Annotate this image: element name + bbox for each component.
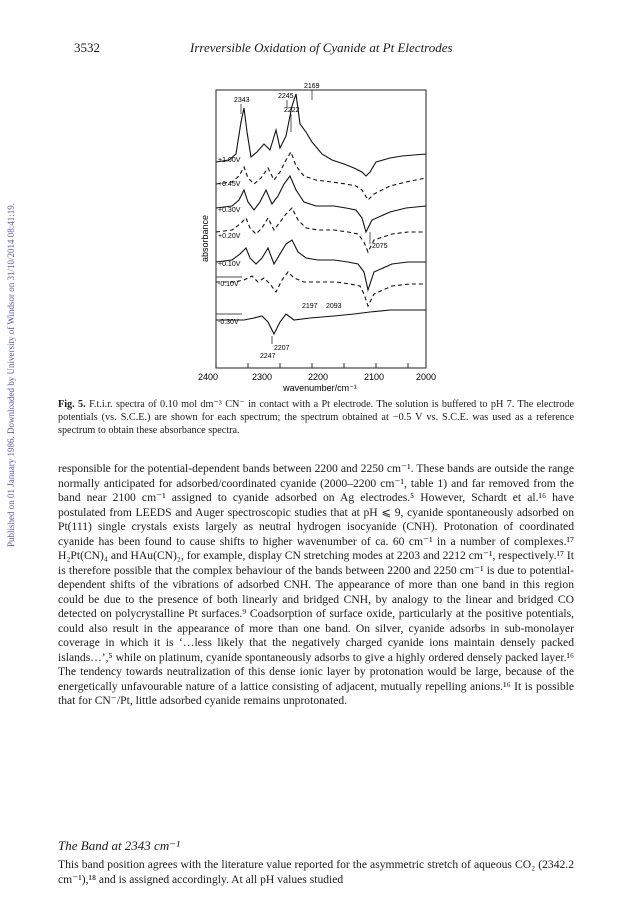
spectrum-plus-1.00V [216, 94, 426, 176]
peak-2197: 2197 [302, 303, 318, 310]
x-tick-2100: 2100 [363, 372, 385, 382]
figure-caption-text: F.t.i.r. spectra of 0.10 mol dm⁻³ CN⁻ in contact with a Pt electrode. The solution is buffered to pH 7. The electrode potentials (vs. S.C.E.) are shown for each spectrum; the spectrum obtained at −0.5 V vs. S.C.E. was used as a reference spectrum to obtain these absorbance spectra. [58, 399, 575, 437]
spectrum-minus-0.30V [216, 310, 426, 334]
peak-2247: 2247 [260, 353, 276, 360]
download-watermark-text: Published on 01 January 1986. Downloaded by University of Windsor on 31/10/2014 08:41:19. [6, 203, 16, 547]
potential-labels [218, 157, 241, 326]
ftir-figure [194, 72, 444, 392]
spectrum-plus-0.10V [216, 240, 426, 290]
peak-2245: 2245 [278, 93, 294, 100]
spectra [216, 94, 426, 334]
peak-2169: 2169 [304, 83, 320, 90]
y-axis-label: absorbance [200, 214, 210, 262]
page-number: 3532 [74, 40, 100, 55]
label-plus-0.30V: +0.30V [218, 207, 241, 214]
running-title: Irreversible Oxidation of Cyanide at Pt Electrodes [190, 40, 453, 55]
x-axis-label: wavenumber/cm⁻¹ [283, 383, 357, 392]
section-heading: The Band at 2343 cm⁻¹ [58, 838, 180, 853]
peak-2075: 2075 [372, 243, 388, 250]
spectrum-plus-0.45V [216, 152, 426, 200]
x-tick-labels [198, 372, 436, 382]
spectrum-plus-0.20V [216, 208, 426, 252]
page-header [74, 40, 574, 60]
x-tick-2300: 2300 [251, 372, 273, 382]
label-plus-0.45V: +0.45V [218, 181, 241, 188]
label-plus-1.00V: +1.00V [218, 157, 241, 164]
label-plus-0.10V: +0.10V [218, 261, 241, 268]
body-paragraph: responsible for the potential-dependent bands between 2200 and 2250 cm⁻¹. These bands are outside the range normally anticipated for adsorbed/coordinated cyanide (2000–2200 cm⁻¹, table 1) and far removed from the band near 2100 cm⁻¹ assigned to cyanide adsorbed on Ag electrodes.⁵ However, Schardt et al.¹⁶ have postulated from LEEDS and Auger spectroscopic studies that at pH ⩽ 9, cyanide spontaneously adsorbed on Pt(111) single crystals exists largely as neutral hydrogen isocyanide (CNH). Protonation of coordinated cyanide has been found to cause shifts to higher wavenumber of ca. 60 cm⁻¹ in a number of complexes.¹⁷ H₂Pt(CN)₄ and HAu(CN)₂, for example, display CN stretching modes at 2203 and 2212 cm⁻¹, respectively.¹⁷ It is therefore possible that the complex behaviour of the bands between 2200 and 2250 cm⁻¹ is due to potential-dependent shifts of the vibrations of adsorbed CNH. The appearance of more than one band in this region could be due to the presence of both linearly and bridged CNH, by analogy to the linear and bridged CO detected on polycrystalline Pt surfaces.⁹ Coadsorption of surface oxide, particularly at the positive potentials, could also result in the appearance of more than one band. On silver, cyanide adsorbs in sub-monolayer coverage in which it is ‘…less likely that the negatively charged cyanide ions maintain densely packed islands…’,⁵ while on platinum, cyanide spontaneously adsorbs to give a highly ordered densely packed layer.¹⁶ The tendency towards neutralization of this dense ionic layer by protonation would be large, because of the energetically unfavourable nature of a lattice consisting of adjacent, mutually repelling anions.¹⁶ It is possible that for CN⁻/Pt, little adsorbed cyanide remains unprotonated. [58, 462, 574, 707]
x-tick-2000: 2000 [415, 372, 437, 382]
x-tick-2400: 2400 [197, 372, 219, 382]
peak-2343: 2343 [234, 97, 250, 104]
label-plus-0.20V: +0.20V [218, 233, 241, 240]
peak-2093: 2093 [326, 303, 342, 310]
download-watermark [4, 150, 18, 600]
label-minus-0.30V: -0.30V [218, 319, 239, 326]
label-minus-0.10V: -0.10V [218, 281, 239, 288]
peak-2222: 2222 [284, 107, 300, 114]
figure-caption [58, 398, 574, 438]
peak-2207: 2207 [274, 345, 290, 352]
spectrum-minus-0.10V [216, 272, 426, 306]
figure-caption-label: Fig. 5. [58, 399, 86, 410]
body-paragraph-2: This band position agrees with the literature value reported for the asymmetric stretch of aqueous CO₂ (2342.2 cm⁻¹),¹⁸ and is assigned accordingly. At all pH values studied [58, 858, 574, 886]
x-tick-2200: 2200 [307, 372, 329, 382]
